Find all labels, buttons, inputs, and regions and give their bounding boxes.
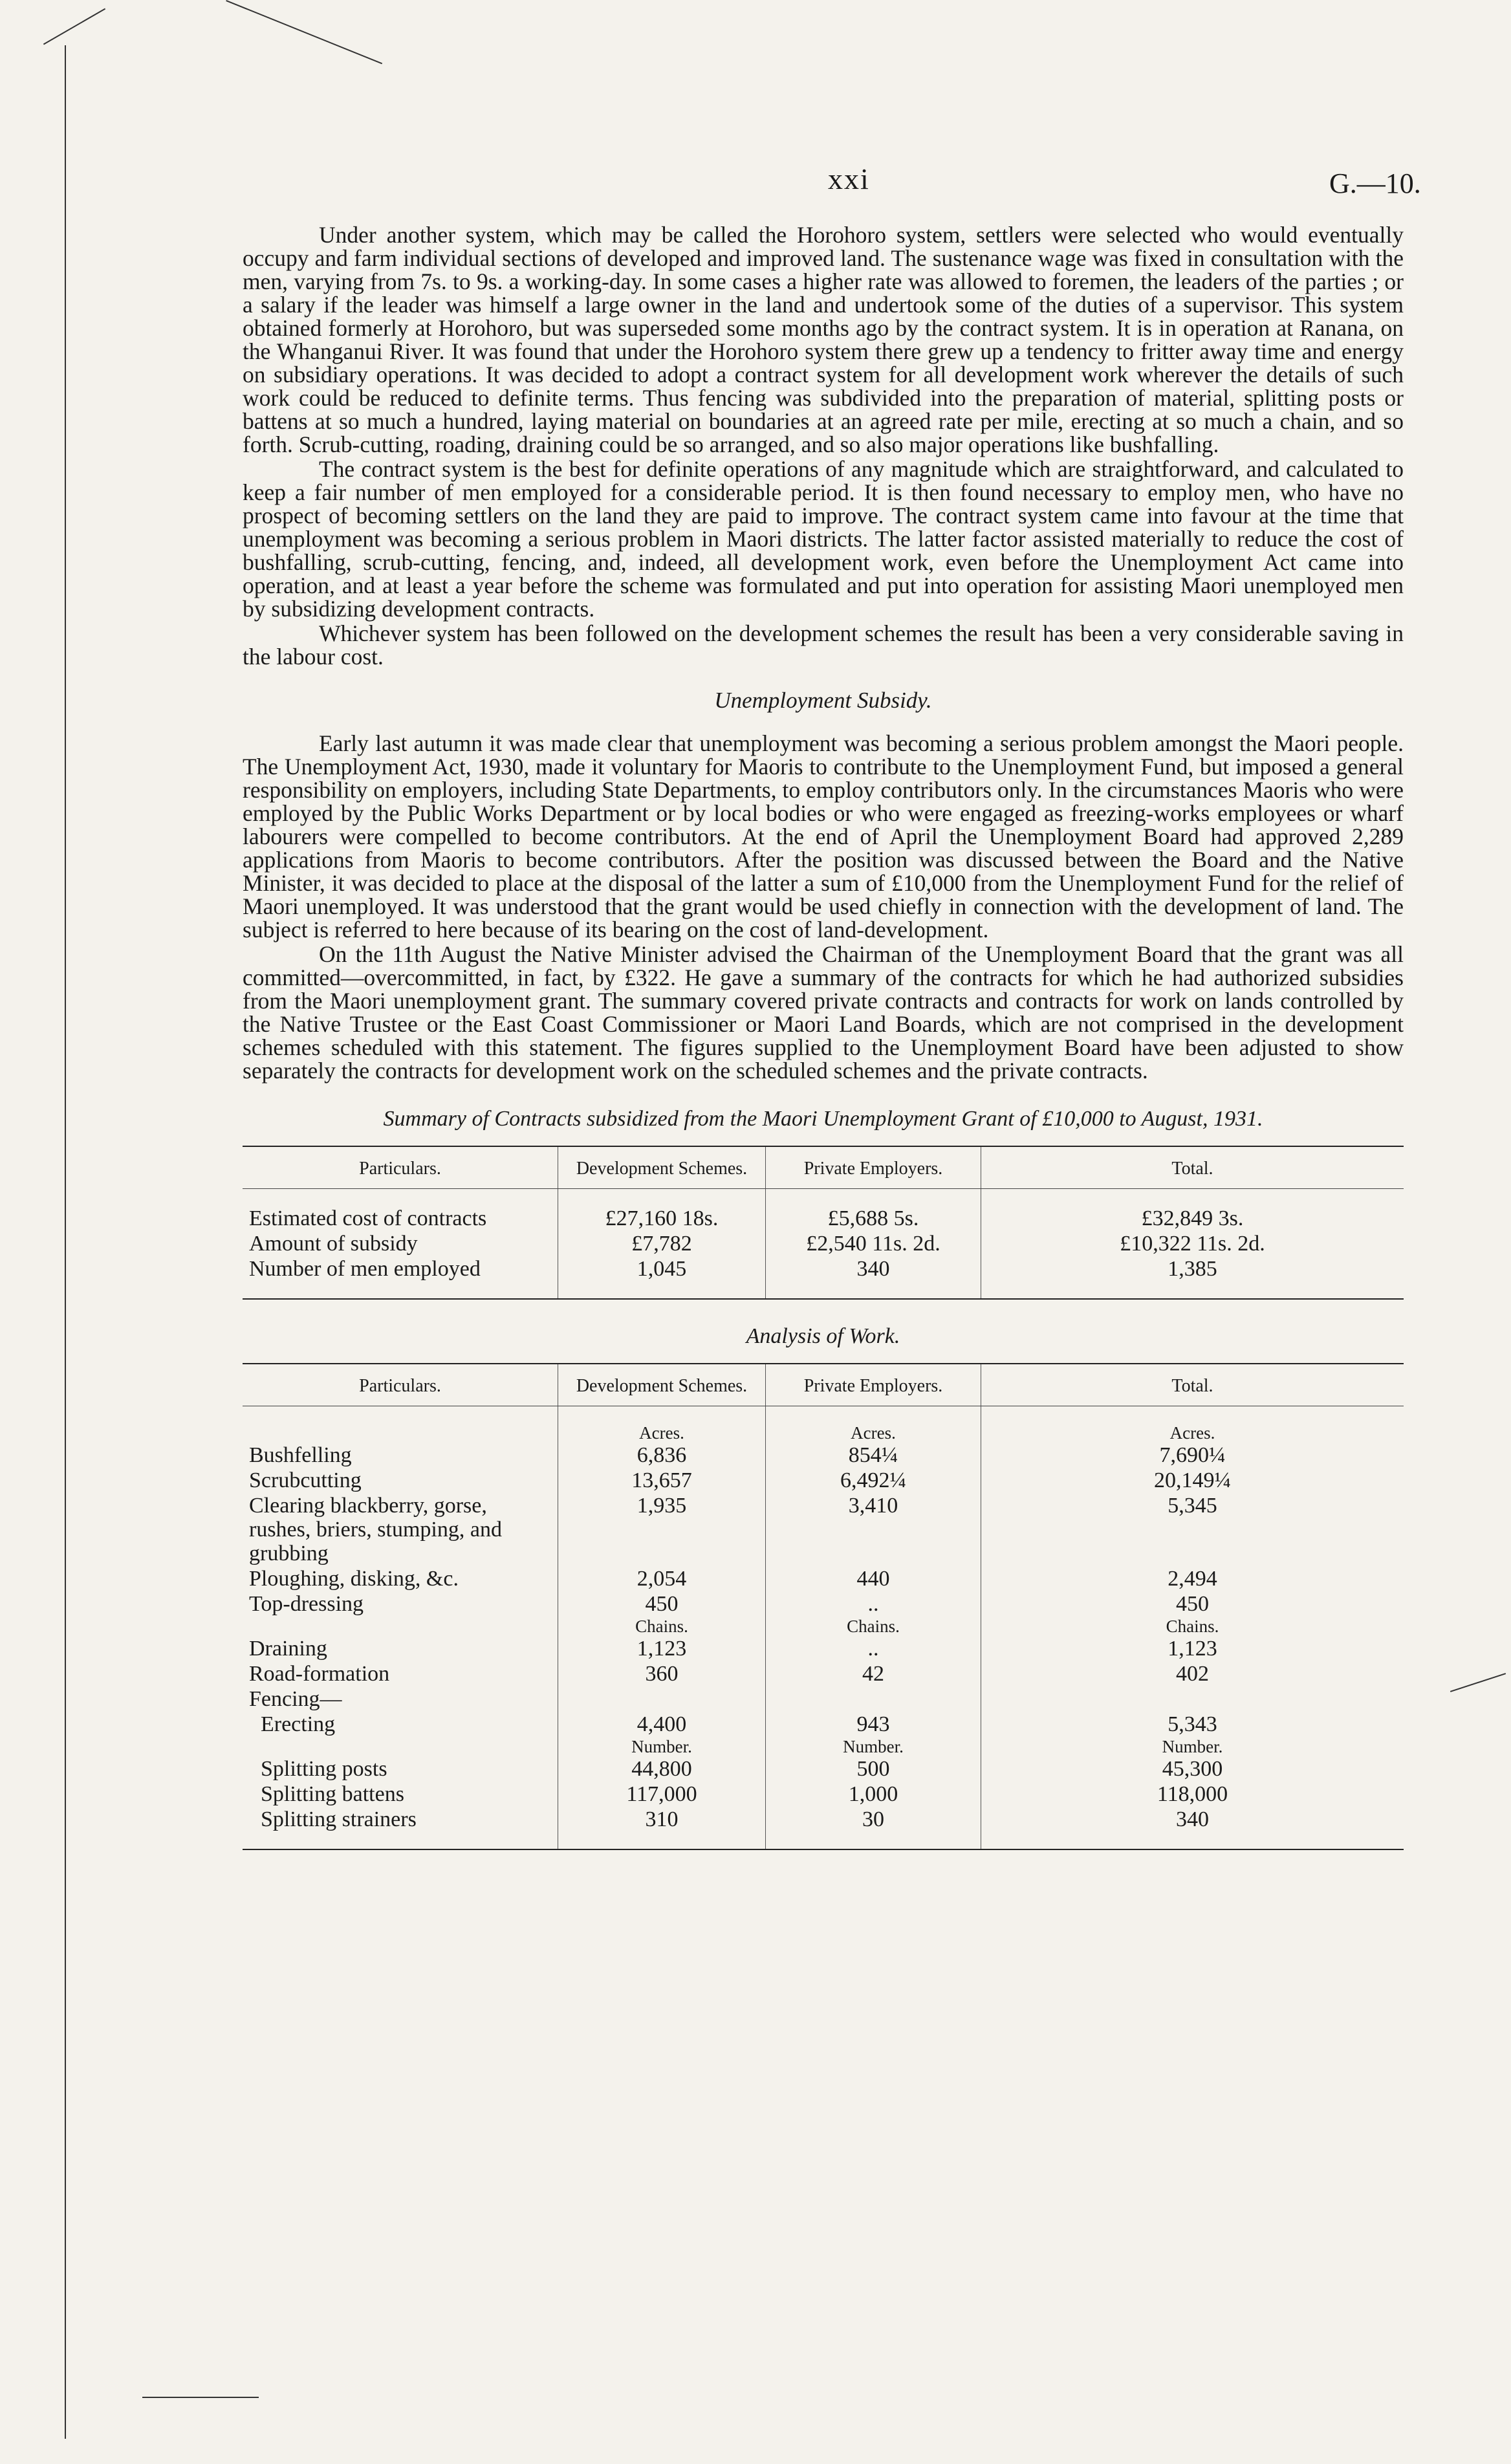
cell-dev: 117,000: [558, 1782, 766, 1807]
paragraph: The contract system is the best for definite operations of any magnitude which are straightforward, and calculated to keep a fair number of men employed for a considerable period. It is then found necessary to employ men, who have no prospect of becoming settlers on the land they are paid to improve. The contract system came into favour at the time that unemployment was becoming a serious problem in Maori districts. The latter factor assisted materially to reduce the cost of bushfalling, scrub-cutting, fencing, and, indeed, all development work, even before the Unemployment Act came into operation, and at least a year before the scheme was formulated and put into operation for assisting Maori unemployed men by subsidizing development contracts.: [243, 456, 1404, 622]
cell-private: 6,492¼: [766, 1468, 981, 1493]
table-row: [243, 1231, 1404, 1256]
cell-total: 45,300: [981, 1756, 1404, 1782]
table-row: [243, 1493, 1404, 1566]
paragraph: Under another system, which may be called the Horohoro system, settlers were selected who would eventually occupy and farm individual sections of developed and improved land. The sustenance wage was fixed in consultation with the men, varying from 7s. to 9s. a working-day. In some cases a higher rate was allowed to foremen, the leaders of the parties ; or a salary if the leader was himself a large owner in the land and undertook some of the duties of a supervisor. This system obtained formerly at Horohoro, but was superseded some months ago by the contract system. It is in operation at Ranana, on the Whanganui River. It was found that under the Horohoro system there grew up a tendency to fritter away time and energy on subsidiary operations. It was decided to adopt a contract system for all development work wherever the details of such work could be reduced to definite terms. Thus fencing was subdivided into the preparation of material, splitting posts or battens at so much a hundred, laying material on boundaries at an agreed rate per mile, erecting at so much a chain, and so forth. Scrub-cutting, roading, draining could be so arranged, and so also major operations like bushfalling.: [243, 222, 1404, 457]
binding-margin-line: [65, 45, 66, 2439]
table-row: [243, 1712, 1404, 1737]
cell-dev: 13,657: [558, 1468, 766, 1493]
column-header: Particulars.: [243, 1364, 558, 1406]
cell-total: 340: [981, 1807, 1404, 1832]
cell-dev: 2,054: [558, 1566, 766, 1591]
table-row: [243, 1443, 1404, 1468]
cell-private: 943: [766, 1712, 981, 1737]
paragraph: Whichever system has been followed on the development schemes the result has been a very considerable saving in the labour cost.: [243, 620, 1404, 670]
unit-label: Acres.: [851, 1423, 896, 1443]
cell-private: 30: [766, 1807, 981, 1832]
cell-private: 1,000: [766, 1782, 981, 1807]
row-label: Erecting: [261, 1712, 336, 1736]
row-label: Fencing—: [249, 1687, 342, 1711]
unit-label: Number.: [843, 1737, 904, 1756]
cell-total: 20,149¼: [981, 1468, 1404, 1493]
analysis-table-caption: Analysis of Work.: [746, 1324, 900, 1348]
analysis-table: [243, 1363, 1404, 1850]
column-header: Total.: [981, 1364, 1404, 1406]
unit-label: Number.: [1162, 1737, 1223, 1756]
row-label: Draining: [249, 1637, 327, 1661]
row-label: Ploughing, disking, &c.: [249, 1567, 459, 1591]
cell-dev: [558, 1686, 766, 1712]
cell-total: 450: [981, 1591, 1404, 1617]
row-label: Amount of subsidy: [249, 1232, 418, 1256]
unit-label: Number.: [631, 1737, 692, 1756]
pen-mark: [1450, 1673, 1506, 1692]
table-row: [243, 1591, 1404, 1617]
page-header: [0, 162, 1511, 201]
column-header: Development Schemes.: [558, 1364, 766, 1406]
table-row: [243, 1468, 1404, 1493]
table-row: [243, 1756, 1404, 1782]
table-row: [243, 1566, 1404, 1591]
cell-dev: 450: [558, 1591, 766, 1617]
cell-total: 5,345: [981, 1493, 1404, 1566]
cell-total: £32,849 3s.: [981, 1206, 1404, 1231]
section-heading: Unemployment Subsidy.: [714, 688, 932, 713]
cell-total: 5,343: [981, 1712, 1404, 1737]
cell-private: £2,540 11s. 2d.: [766, 1231, 981, 1256]
row-label: Number of men employed: [249, 1257, 481, 1281]
cell-total: 2,494: [981, 1566, 1404, 1591]
unit-row: [243, 1737, 1404, 1756]
column-header: Particulars.: [243, 1146, 558, 1189]
column-header: Development Schemes.: [558, 1146, 766, 1189]
pen-mark: [43, 8, 105, 45]
cell-total: 402: [981, 1661, 1404, 1686]
cell-private: [766, 1686, 981, 1712]
column-header: Private Employers.: [766, 1364, 981, 1406]
unit-label: Acres.: [1169, 1423, 1215, 1443]
unit-label: Chains.: [847, 1617, 900, 1636]
cell-private: ..: [766, 1591, 981, 1617]
table-row: [243, 1782, 1404, 1807]
row-label: Top-dressing: [249, 1592, 364, 1616]
cell-total: 7,690¼: [981, 1443, 1404, 1468]
row-label: Clearing blackberry, gorse, rushes, briers, stumping, and grubbing: [249, 1494, 502, 1565]
pen-mark: [226, 0, 382, 64]
cell-dev: 4,400: [558, 1712, 766, 1737]
unit-row: [243, 1423, 1404, 1443]
unit-label: Chains.: [1166, 1617, 1219, 1636]
cell-total: £10,322 11s. 2d.: [981, 1231, 1404, 1256]
cell-total: [981, 1686, 1404, 1712]
cell-dev: 1,045: [558, 1256, 766, 1281]
cell-dev: 6,836: [558, 1443, 766, 1468]
paragraph: On the 11th August the Native Minister advised the Chairman of the Unemployment Board that the grant was all committed—overcommitted, in fact, by £322. He gave a summary of the contracts for which he had authorized subsidies from the Maori unemployment grant. The summary covered private contracts and contracts for work on lands controlled by the Native Trustee or the East Coast Commissioner or Maori Land Boards, which are not comprised in the development schemes scheduled with this statement. The figures supplied to the Unemployment Board have been adjusted to show separately the contracts for development work on the scheduled schemes and the private contracts.: [243, 941, 1404, 1084]
table-row: [243, 1661, 1404, 1686]
table-header-row: [243, 1364, 1404, 1406]
column-header: Private Employers.: [766, 1146, 981, 1189]
paragraph: Early last autumn it was made clear that unemployment was becoming a serious problem amongst the Maori people. The Unemployment Act, 1930, made it voluntary for Maoris to contribute to the Unemployment Fund, but imposed a general responsibility on employers, including State Departments, to employ contributors only. In the circumstances Maoris who were employed by the Public Works Department or by local bodies or who were engaged as freezing-works employees or wharf labourers were compelled to become contributors. At the end of April the Unemployment Board had approved 2,289 applications from Maoris to become contributors. After the position was discussed between the Board and the Native Minister, it was decided to place at the disposal of the latter a sum of £10,000 from the Unemployment Fund for the relief of Maori unemployed. It was understood that the grant would be used chiefly in connection with the development of land. The subject is referred to here because of its bearing on the cost of land-development.: [243, 730, 1404, 943]
cell-private: 3,410: [766, 1493, 981, 1566]
cell-private: £5,688 5s.: [766, 1206, 981, 1231]
cell-dev: 44,800: [558, 1756, 766, 1782]
row-label: Splitting posts: [261, 1757, 387, 1781]
cell-dev: £7,782: [558, 1231, 766, 1256]
document-body: [243, 223, 1404, 1850]
cell-private: ..: [766, 1636, 981, 1661]
row-label: Scrubcutting: [249, 1468, 362, 1492]
row-label: Estimated cost of contracts: [249, 1206, 487, 1230]
cell-dev: 310: [558, 1807, 766, 1832]
page-number: xxi: [828, 162, 870, 195]
cell-dev: 1,935: [558, 1493, 766, 1566]
table-row: [243, 1686, 1404, 1712]
cell-private: 854¼: [766, 1443, 981, 1468]
row-label: Splitting strainers: [261, 1807, 417, 1831]
cell-private: 42: [766, 1661, 981, 1686]
table-header-row: [243, 1146, 1404, 1189]
column-header: Total.: [981, 1146, 1404, 1189]
row-label: Bushfelling: [249, 1443, 352, 1467]
cell-private: 340: [766, 1256, 981, 1281]
row-label: Road-formation: [249, 1662, 390, 1686]
cell-private: 440: [766, 1566, 981, 1591]
table-row: [243, 1636, 1404, 1661]
table-row: [243, 1206, 1404, 1231]
cell-total: 1,385: [981, 1256, 1404, 1281]
cell-total: 1,123: [981, 1636, 1404, 1661]
unit-label: Acres.: [639, 1423, 684, 1443]
summary-table-caption: Summary of Contracts subsidized from the Maori Unemployment Grant of £10,000 to August, 1931.: [383, 1107, 1263, 1131]
cell-dev: 1,123: [558, 1636, 766, 1661]
row-label: Splitting battens: [261, 1782, 404, 1806]
unit-row: [243, 1617, 1404, 1636]
unit-label: Chains.: [635, 1617, 688, 1636]
table-row: [243, 1807, 1404, 1832]
cell-dev: 360: [558, 1661, 766, 1686]
cell-private: 500: [766, 1756, 981, 1782]
summary-table: [243, 1146, 1404, 1300]
table-row: [243, 1256, 1404, 1281]
cell-dev: £27,160 18s.: [558, 1206, 766, 1231]
pen-mark: [142, 2397, 259, 2398]
cell-total: 118,000: [981, 1782, 1404, 1807]
document-reference: G.—10.: [1329, 168, 1421, 199]
